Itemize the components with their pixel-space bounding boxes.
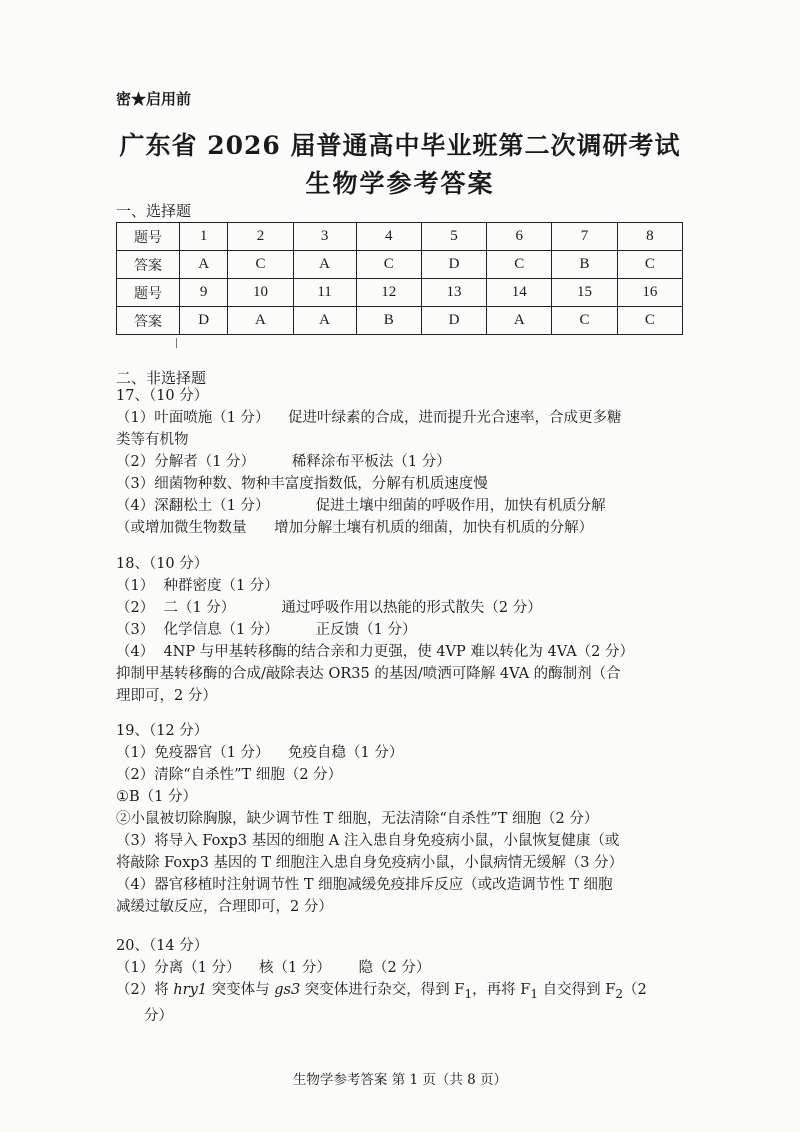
answer-line: （或增加微生物数量 增加分解土壤有机质的细菌，加快有机质的分解） (116, 520, 594, 536)
question-17 (116, 385, 686, 539)
table-cell: C (228, 251, 293, 279)
table-cell: D (421, 251, 486, 279)
table-cell: 9 (180, 279, 228, 307)
answer-line: 减缓过敏反应，合理即可，2 分） (116, 899, 333, 915)
section1-heading: 一、选择题 (116, 202, 192, 220)
table-cell: 14 (487, 279, 552, 307)
table-cell: 2 (228, 223, 293, 251)
question-18 (116, 553, 686, 707)
table-cell: A (487, 307, 552, 335)
row-label: 题号 (117, 279, 180, 307)
answer-line: （4）深翻松土（1 分） 促进土壤中细菌的呼吸作用，加快有机质分解 (116, 498, 606, 514)
q18-title: 18、（10 分） (116, 556, 209, 572)
q18-lines (116, 575, 686, 707)
q17-title: 17、（10 分） (116, 388, 209, 404)
answer-line: （3） 化学信息（1 分） 正反馈（1 分） (116, 622, 417, 638)
table-cell: C (617, 251, 682, 279)
exam-title: 广东省 2026 届普通高中毕业班第二次调研考试 (119, 131, 681, 160)
q20-title: 20、（14 分） (116, 938, 209, 954)
gene-gs3: gs3 (274, 982, 301, 998)
answer-line: （2）清除“自杀性”T 细胞（2 分） (116, 767, 343, 783)
answer-line: （1）免疫器官（1 分） 免疫自稳（1 分） (116, 745, 404, 761)
answer-line: （1）叶面喷施（1 分） 促进叶绿素的合成，进而提升光合速率，合成更多糖 (116, 410, 622, 426)
table-cell: 3 (293, 223, 356, 251)
table-cell: 1 (180, 223, 228, 251)
row-label: 题号 (117, 223, 180, 251)
table-cell: A (293, 307, 356, 335)
table-row (117, 251, 683, 279)
row-label: 答案 (117, 251, 180, 279)
table-cell: 16 (617, 279, 682, 307)
table-cell: C (552, 307, 617, 335)
table-cell: B (552, 251, 617, 279)
answer-line: （2） 二（1 分） 通过呼吸作用以热能的形式散失（2 分） (116, 600, 542, 616)
table-cell: A (180, 251, 228, 279)
table-cell: C (487, 251, 552, 279)
answer-line: ①B（1 分） (116, 789, 197, 805)
q20-line-2: （2）将 hry1 突变体与 gs3 突变体进行杂交，得到 $F_1$，再将 $F_1$ 自交得到 $F_2(2$ (116, 982, 647, 1001)
table-row (117, 307, 683, 335)
q20-line-1: （1）分离（1 分） 核（1 分） 隐（2 分） (116, 960, 431, 976)
table-cell: C (356, 251, 421, 279)
gene-hry1: hry1 (173, 982, 208, 998)
answer-line: 理即可，2 分） (116, 688, 217, 704)
row-label: 答案 (117, 307, 180, 335)
answer-line: （3）细菌物种数、物种丰富度指数低，分解有机质速度慢 (116, 476, 488, 492)
table-cell: 7 (552, 223, 617, 251)
table-cell: C (617, 307, 682, 335)
table-cell: D (421, 307, 486, 335)
question-19 (116, 720, 686, 918)
answer-line: ②小鼠被切除胸腺，缺少调节性 T 细胞，无法清除“自杀性”T 细胞（2 分） (116, 811, 599, 827)
secret-mark: 密★启用前 (116, 90, 192, 108)
exam-subtitle: 生物学参考答案 (305, 169, 495, 198)
table-cell: 6 (487, 223, 552, 251)
table-row (117, 223, 683, 251)
table-cell: 10 (228, 279, 293, 307)
q19-lines (116, 742, 686, 918)
q19-title: 19、（12 分） (116, 723, 209, 739)
answer-line: 类等有机物 (116, 432, 189, 448)
answer-table (116, 222, 683, 335)
table-cell: 11 (293, 279, 356, 307)
answer-line: （4）器官移植时注射调节性 T 细胞减缓免疫排斥反应（或改造调节性 T 细胞 (116, 877, 613, 893)
table-cell: 4 (356, 223, 421, 251)
answer-line: （2）分解者（1 分） 稀释涂布平板法（1 分） (116, 454, 451, 470)
table-cell: 5 (421, 223, 486, 251)
page-footer: 生物学参考答案 第 1 页（共 8 页） (292, 1072, 508, 1088)
answer-line: （4） 4NP 与甲基转移酶的结合亲和力更强，使 4VP 难以转化为 4VA（2 分） (116, 644, 635, 660)
table-cell: D (180, 307, 228, 335)
table-row (117, 279, 683, 307)
table-mark (176, 338, 177, 348)
q17-lines (116, 407, 686, 539)
section2-heading: 二、非选择题 (116, 369, 207, 387)
table-cell: A (228, 307, 293, 335)
answer-line: （3）将导入 Foxp3 基因的细胞 A 注入患自身免疫病小鼠，小鼠恢复健康（或 (116, 833, 620, 849)
answer-line: 抑制甲基转移酶的合成/敲除表达 OR35 的基因/喷洒可降解 4VA 的酶制剂（合 (116, 666, 621, 682)
table-cell: 8 (617, 223, 682, 251)
table-cell: 15 (552, 279, 617, 307)
answer-line: （1） 种群密度（1 分） (116, 578, 279, 594)
table-cell: 13 (421, 279, 486, 307)
table-cell: 12 (356, 279, 421, 307)
table-cell: A (293, 251, 356, 279)
q20-line-2-cont: 分） (144, 1007, 173, 1024)
table-cell: B (356, 307, 421, 335)
answer-line: 将敲除 Foxp3 基因的 T 细胞注入患自身免疫病小鼠，小鼠病情无缓解（3 分） (116, 855, 624, 871)
question-20 (116, 935, 686, 1027)
